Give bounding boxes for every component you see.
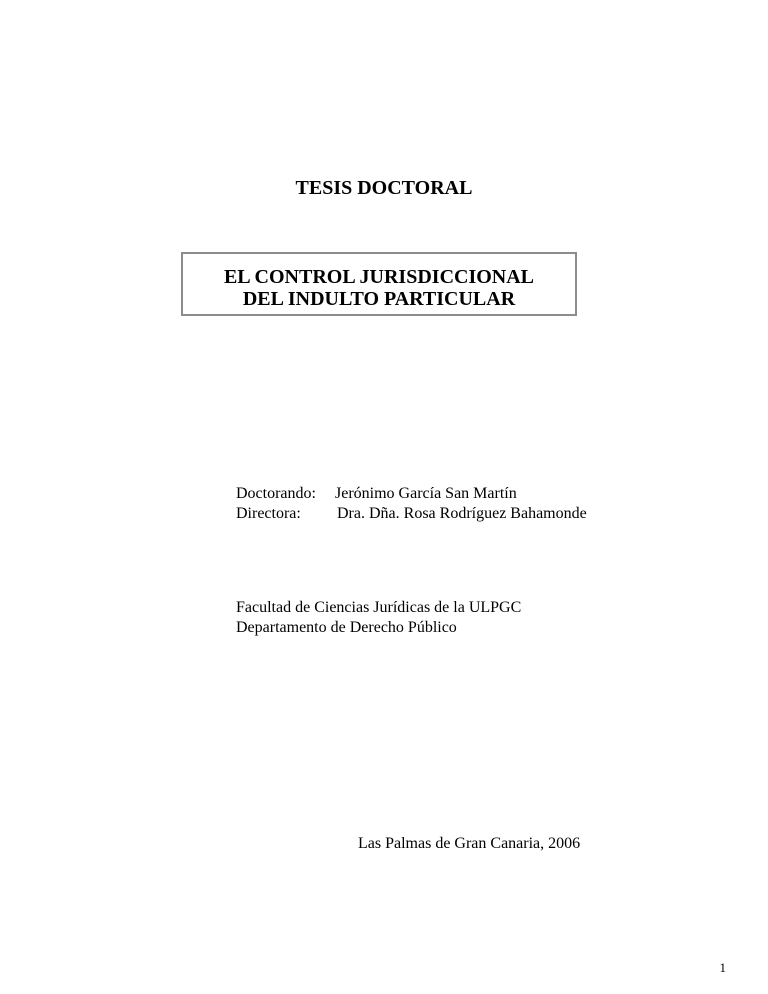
faculty-name: Facultad de Ciencias Jurídicas de la ULPGC xyxy=(236,599,522,616)
thesis-title-line-1: EL CONTROL JURISDICCIONAL xyxy=(223,266,535,288)
place-date: Las Palmas de Gran Canaria, 2006 xyxy=(358,835,581,852)
institution-block xyxy=(236,598,521,638)
page-number: 1 xyxy=(719,960,726,975)
doctorando-label: Doctorando: xyxy=(236,485,316,502)
department-name: Departamento de Derecho Público xyxy=(236,619,457,636)
directora-label: Directora: xyxy=(236,505,301,522)
thesis-title-line-2: DEL INDULTO PARTICULAR xyxy=(242,288,516,310)
doctorando-name: Jerónimo García San Martín xyxy=(335,485,517,502)
document-type-heading: TESIS DOCTORAL xyxy=(295,177,473,199)
authors-block xyxy=(236,484,587,524)
directora-name: Dra. Dña. Rosa Rodríguez Bahamonde xyxy=(337,505,587,522)
doctorando-row xyxy=(236,484,587,504)
directora-row xyxy=(236,504,587,524)
thesis-title-box xyxy=(181,252,577,316)
